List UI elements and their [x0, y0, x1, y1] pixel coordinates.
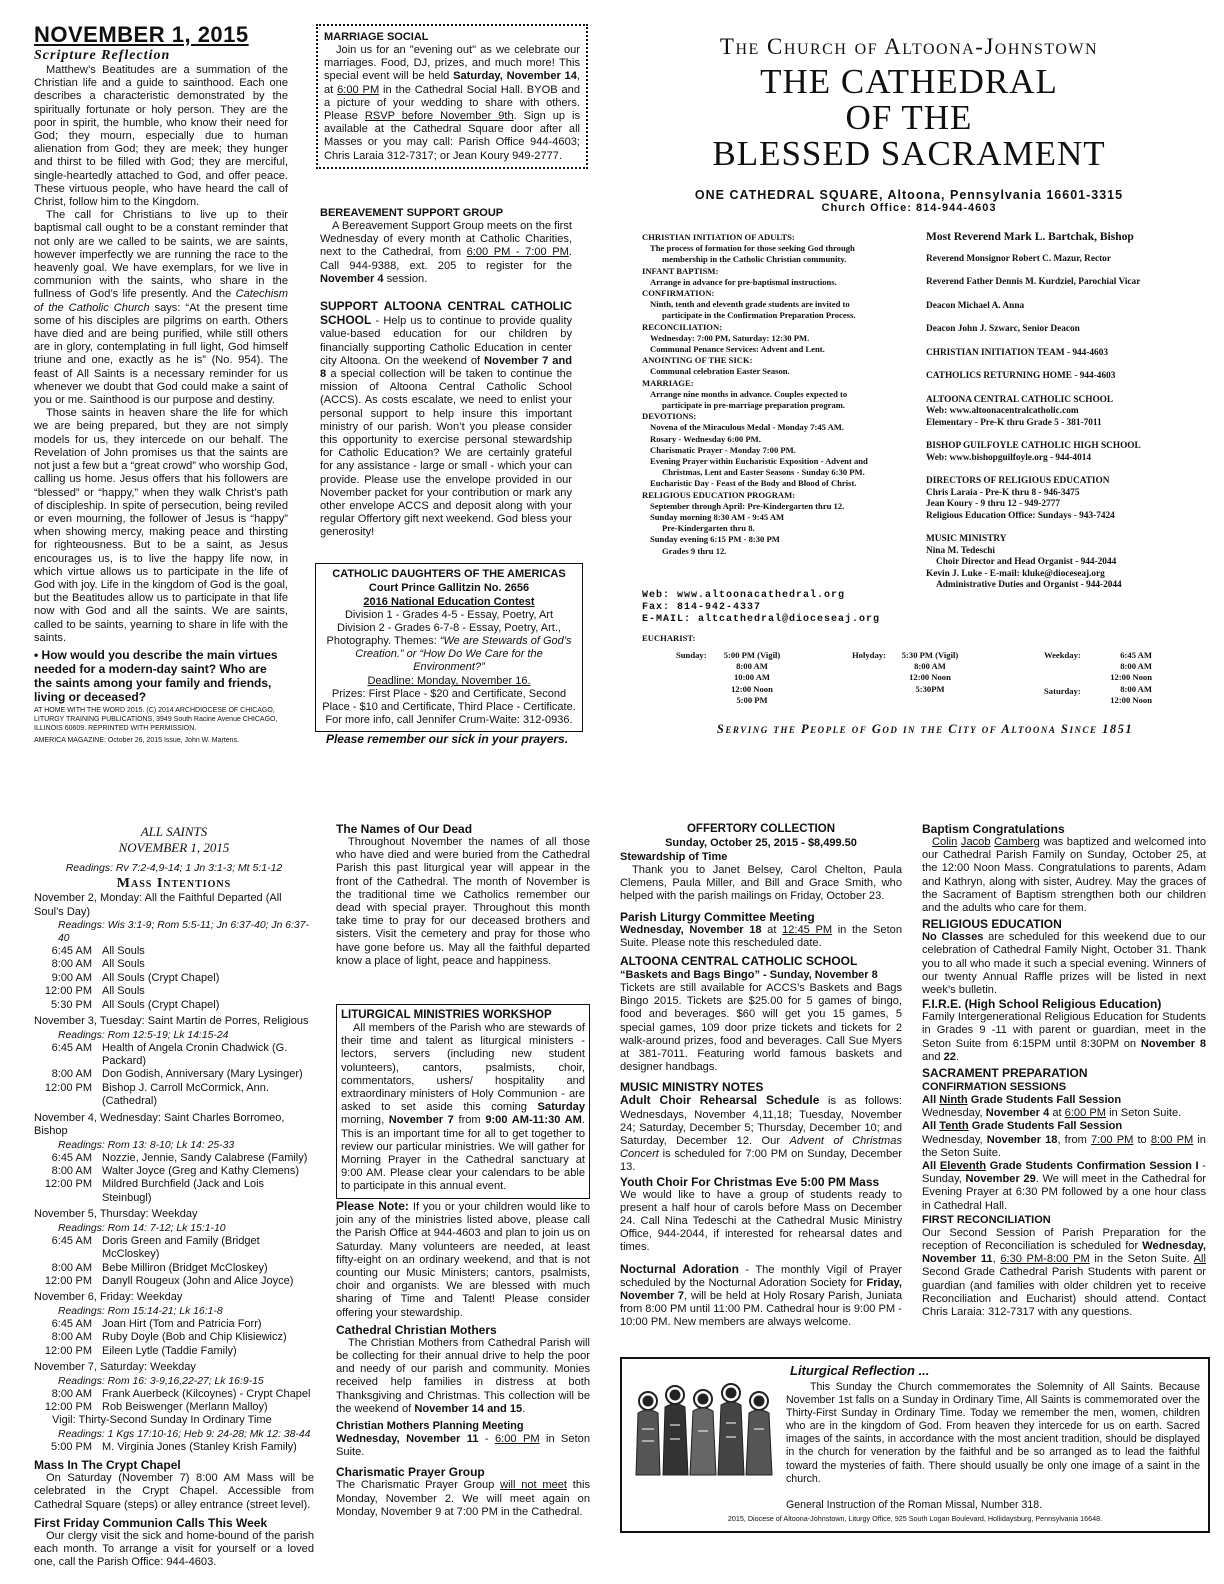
- cathedral-title-2: OF THE: [845, 98, 973, 137]
- ninth-grade: All Ninth Grade Students Fall Session Wednesday, November 4 at 6:00 PM in Seton Suite.: [922, 1094, 1182, 1120]
- intention-time: 12:00 PM: [44, 1274, 92, 1287]
- first-friday-body: Our clergy visit the sick and home-bound of the parish each month. To arrange a visit for yourself or a loved one, call the Parish Office: 944-4603.: [34, 1529, 314, 1569]
- intention-name: Doris Green and Family (Bridget McCloskey): [102, 1234, 260, 1261]
- saints-illustration: [630, 1379, 780, 1479]
- all-saints-readings: Readings: Rv 7:2-4,9-14; 1 Jn 3:1-3; Mt 5:1-12: [65, 862, 283, 874]
- liturgical-reflection-title: Liturgical Reflection ...: [790, 1363, 930, 1378]
- intention-name: Walter Joyce (Greg and Kathy Clemens): [102, 1164, 300, 1177]
- mothers-plan-body: Wednesday, November 11 - 6:00 PM in Seton Suite.: [336, 1433, 590, 1459]
- eucharist-saturday: Saturday:: [1044, 686, 1081, 696]
- crypt-title: Mass In The Crypt Chapel: [34, 1458, 181, 1473]
- intention-row: [34, 1178, 314, 1205]
- sac-prep-title: SACRAMENT PREPARATION: [922, 1066, 1088, 1081]
- intention-row: [34, 999, 314, 1012]
- intention-row: [34, 1275, 314, 1288]
- please-note: Please Note: If you or your children would like to join any of the ministries listed above, please call the Parish Office at 944-4603 and plan to join us on Saturday. Many volunteers are needed, at least fifty-eight on an ordinary weekend, and that is not counting our Music Ministers; cantors, psalmists, choir and organists. We are blessed with much sharing of Time and Talent! Please consider offering your stewardship.: [336, 1199, 591, 1319]
- fax-number: Fax: 814-942-4337: [642, 602, 762, 613]
- intention-row: [34, 1042, 314, 1069]
- rel-ed-title: RELIGIOUS EDUCATION: [922, 917, 1062, 932]
- intention-row: [34, 1401, 314, 1414]
- intention-time: 12:00 PM: [44, 1081, 92, 1094]
- intention-readings: Readings: Wis 3:1-9; Rom 5:5-11; Jn 6:37-40; Jn 6:37-40: [58, 920, 309, 944]
- eucharist-holyday: Holyday:: [852, 650, 886, 660]
- serving-tagline: Serving the People of God in the City of Altoona Since 1851: [716, 722, 1134, 736]
- intention-time: 12:00 PM: [44, 1400, 92, 1413]
- mothers-plan-title: Christian Mothers Planning Meeting: [336, 1420, 524, 1433]
- church-name: The Church of Altoona-Johnstown: [719, 34, 1099, 59]
- marriage-social-body: Join us for an "evening out" as we celebrate our marriages. Food, DJ, prizes, and much more! This special event will be held Saturday, November 14, at 6:00 PM in the Cathedral Social Hall. BYOB and a picture of your wedding to share with others. Please RSVP before November 9th. Sign up is available at the Cathedral Square door after all Masses or you may call: Parish Office 944-4603; Chris Laraia 312-7317; or Jean Koury 949-2777.: [324, 44, 581, 162]
- cda-division-1: Division 1 - Grades 4-5 - Essay, Poetry, Art: [344, 609, 554, 621]
- intention-time: 9:00 AM: [51, 971, 92, 984]
- intention-name: Mildred Burchfield (Jack and Lois Steinbugl): [102, 1178, 265, 1204]
- intention-row: [34, 1388, 314, 1401]
- intention-row: [34, 1235, 314, 1262]
- bereavement-title: BEREAVEMENT SUPPORT GROUP: [320, 207, 504, 219]
- intention-time: 6:45 AM: [51, 945, 92, 957]
- intention-time: 6:45 AM: [51, 1151, 92, 1164]
- intention-time: 8:00 AM: [51, 1387, 92, 1400]
- eucharist-sunday: Sunday:: [676, 650, 707, 660]
- catholic-daughters-box: [315, 563, 583, 732]
- intention-name: All Souls (Crypt Chapel): [102, 971, 220, 984]
- intention-readings: Readings: Rom 12:5-19; Lk 14:15-24: [58, 1029, 229, 1041]
- intention-time: 5:30 PM: [51, 998, 92, 1011]
- cda-prizes: Prizes: First Place - $20 and Certificate, Second Place - $10 and Certificate, Third Place - Certificate. For more info, call Jennifer Crum-Waite: 312-0936.: [322, 688, 576, 726]
- intention-row: [34, 1152, 314, 1165]
- intention-row: [34, 1345, 314, 1358]
- accs-support-section: [320, 300, 572, 540]
- church-office-phone: Church Office: 814-944-4603: [821, 202, 997, 214]
- nocturnal-adoration: Nocturnal Adoration - The monthly Vigil of Prayer scheduled by the Nocturnal Adoration Society for Friday, November 7, will be held at Holy Rosary Parish, Juniata from 8:00 PM until 11:00 PM. Cathedral hour is 9:00 PM - 10:00 PM. New members are always welcome.: [620, 1261, 903, 1329]
- liturgical-reflection-source: General Instruction of the Roman Missal, Number 318.: [786, 1499, 1043, 1511]
- website-link[interactable]: Web: www.altoonacathedral.org: [642, 590, 846, 601]
- cathedral-title-3: BLESSED SACRAMENT: [712, 134, 1106, 173]
- intention-day: November 2, Monday: All the Faithful Departed (All Soul’s Day): [34, 892, 282, 918]
- liturgical-reflection-footer: 2015, Diocese of Altoona-Johnstown, Liturgy Office, 925 South Logan Boulevard, Hollidaysburg, Pennsylvania 16648.: [727, 1514, 1103, 1523]
- names-dead-title: The Names of Our Dead: [336, 822, 473, 836]
- intention-name: All Souls: [102, 985, 145, 998]
- scripture-p2: The call for Christians to live up to their baptismal call ought to be a constant reminder that not only are we called to be saints, we are saints, however imperfectly we are running the race to the heavenly goal. We have exemplars, for we live in communion with the saints, who share in the fullness of God’s life presently. And the Catechism of the Catholic Church says: “At the present time some of his disciples are pilgrims on earth. Others have died and are being purified, while still others are in glory, contemplating in full light, God himself triune and one, exactly as he is” (No. 954). The feast of All Saints is a necessary reminder for us whenever we doubt that God could make a saint of you or me. Sainthood is our purpose and destiny.: [34, 209, 288, 407]
- eucharist-weekday-times: 6:45 AM 8:00 AM 12:00 Noon 8:00 AM 12:00 Noon: [1110, 650, 1152, 705]
- intention-name: All Souls: [102, 945, 145, 957]
- liturgical-reflection-box: [620, 1357, 1210, 1533]
- baptism-body: Colin Jacob Camberg was baptized and welcomed into our Cathedral Parish Family on Sunday, October 25, at the 12:00 Noon Mass. Congratulations to parents, Adam and Kathryn, along with sister, Audrey. May the graces of the Sacrament of Baptism strengthen both our children and the adults who care for them.: [922, 836, 1206, 915]
- cathedral-title-1: THE CATHEDRAL: [760, 62, 1058, 101]
- mass-intentions-list: [34, 892, 314, 1414]
- column-2: [336, 822, 590, 968]
- music-notes-title: MUSIC MINISTRY NOTES: [620, 1080, 764, 1095]
- intention-day: November 7, Saturday: Weekday: [34, 1361, 196, 1374]
- intention-time: 8:00 AM: [51, 1261, 92, 1274]
- fire-title: F.I.R.E. (High School Religious Education): [922, 997, 1162, 1012]
- intention-row: [34, 972, 314, 985]
- intention-name: Frank Auerbeck (Kilcoynes) - Crypt Chapel: [102, 1387, 311, 1400]
- email-link[interactable]: E-MAIL: altcathedral@dioceseaj.org: [642, 614, 881, 625]
- plc-body: Wednesday, November 18 at 12:45 PM in the Seton Suite. Please note this rescheduled date.: [620, 923, 903, 949]
- marriage-social-title: MARRIAGE SOCIAL: [324, 31, 429, 43]
- intention-row: [34, 1262, 314, 1275]
- intention-time: 8:00 AM: [51, 958, 92, 971]
- scripture-p3: Those saints in heaven share the life for which we are being prepared, but they are not simply models for us, they intercede on our behalf. The Revelation of John promises us that the saints are not just a few but a “great crowd” who worship God, calling us home. Jesus offers that his followers are “blessed” or “happy,” when they walk Christ’s path of discipleship. In spite of persecution, being reviled or even mourning, the follower of Jesus is “happy” when showing mercy, making peace and thirsting for righteousness. But to be a saint, as Jesus encourages us, is to live the happy life now, in which virtue allows us to participate in the life of God with joy. Life in the kingdom of God is the goal, but the Beatitudes allow us to participate in that life now with God and all the saints. We are saints, called to be saints, yearning to share in life with the saints.: [34, 407, 288, 644]
- cda-court: Court Prince Gallitzin No. 2656: [368, 582, 530, 594]
- eucharist-holyday-times: 5:30 PM (Vigil) 8:00 AM 12:00 Noon 5:30PM: [901, 650, 959, 694]
- intention-readings: Readings: Rom 15:14-21; Lk 16:1-8: [58, 1305, 223, 1317]
- accs-support-body: SUPPORT ALTOONA CENTRAL CATHOLIC SCHOOL - Help us to continue to provide quality value-based education for our children by financially supporting Catholic Education in center city Altoona. On the weekend of November 7 and 8 a special collection will be taken to continue the mission of Altoona Central Catholic School (ACCS). As costs escalate, we need to enlist your personal support to help insure this important ministry of our parish. Won’t you please consider this opportunity to exercise personal stewardship for Catholic Education? We are certainly grateful for any assistance - large or small - which your can provide. Please use the envelope provided in our November packet for your contribution or mark any other envelope ACCS and deposit along with your regular Offertory gift next weekend. God bless your generosity!: [320, 299, 573, 539]
- cda-contest: 2016 National Education Contest: [363, 596, 535, 608]
- scripture-credit: AT HOME WITH THE WORD 2015. (C) 2014 ARCHDIOCESE OF CHICAGO, LITURGY TRAINING PUBLICATIONS, 3949 South Racine Avenue CHICAGO, ILLINOIS 60609. REPRINTED WITH PERMISSION.: [34, 706, 278, 732]
- names-dead-body: Throughout November the names of all those who have died and were buried from the Cathedral Parish this past liturgical year will appear in the front of the Cathedral. The month of November is the traditional time we Catholics remember our dead with special prayer. Throughout this month take time to pray for our deceased brothers and sisters. Visit the cemetery and pray for those who have gone before us. May all the faithful departed know a place of light, peace and happiness.: [336, 836, 590, 967]
- liturgical-reflection-body: This Sunday the Church commemorates the Solemnity of All Saints. Because November 1st falls on a Sunday in Ordinary Time, All Saints is commemorated over the Thirty-First Sunday in Ordinary Time. Today we remember the men, women, children who are in the kingdom of God. From heaven they intercede for us on earth. Sacred images of the saints, in accordance with the most ancient tradition, should be displayed in the church for veneration by the faithful and be so arranged as to lead the faithful toward the mysteries of faith. There should usually be only one image of a saint in the church.: [786, 1381, 1200, 1485]
- intention-time: 12:00 PM: [44, 985, 92, 998]
- bereavement-section: [320, 206, 572, 286]
- eucharist-sunday-times: 5:00 PM (Vigil) 8:00 AM 10:00 AM 12:00 Noon 5:00 PM: [723, 650, 781, 705]
- intention-row: [34, 985, 314, 998]
- eleventh-grade: All Eleventh Grade Students Confirmation Session I - Sunday, November 29. We will meet in the Cathedral for Evening Prayer at 6:30 PM followed by a one hour class in Cathedral Hall.: [922, 1160, 1206, 1212]
- contact-info: [642, 590, 962, 626]
- intention-row: [34, 1165, 314, 1178]
- intention-name: Don Godish, Anniversary (Mary Lysinger): [102, 1068, 303, 1081]
- masthead: [606, 34, 1212, 214]
- intention-day: November 5, Thursday: Weekday: [34, 1208, 198, 1221]
- intention-name: All Souls: [102, 958, 145, 971]
- youth-choir-body: We would like to have a group of students ready to present a half hour of carols before Mass on December 24. Call Nina Tedeschi at the Cathedral Music Ministry Office, 944-2044, if interested for rehearsal dates and times.: [620, 1188, 902, 1254]
- workshop-title: LITURGICAL MINISTRIES WORKSHOP: [341, 1009, 552, 1021]
- intention-row: [34, 1331, 314, 1344]
- vigil-title: Vigil: Thirty-Second Sunday In Ordinary Time: [52, 1414, 272, 1427]
- bingo-subtitle: “Baskets and Bags Bingo” - Sunday, November 8: [620, 969, 878, 982]
- bingo-title: ALTOONA CENTRAL CATHOLIC SCHOOL: [620, 954, 858, 969]
- date-heading: NOVEMBER 1, 2015: [34, 22, 249, 47]
- intention-readings: Readings: Rom 13: 8-10; Lk 14: 25-33: [58, 1139, 235, 1151]
- mothers-body: The Christian Mothers from Cathedral Parish will be collecting for their annual drive to help the poor and needy of our parish and community. Monies received help families in distress at both Thanksgiving and Christmas. This collection will be the weekend of November 14 and 15.: [336, 1336, 590, 1415]
- column-2-lower: [336, 1200, 590, 1519]
- all-saints-title: ALL SAINTS: [140, 824, 208, 839]
- scripture-credit2: AMERICA MAGAZINE: October 26, 2015 Issue, John W. Martens.: [34, 736, 240, 744]
- intention-time: 12:00 PM: [44, 1178, 92, 1191]
- sick-prayers: Please remember our sick in your prayers.: [325, 732, 569, 746]
- charismatic-body: The Charismatic Prayer Group will not meet this Monday, November 2. We will meet again on Monday, November 9 at 7:00 PM in the Cathedral.: [336, 1479, 590, 1518]
- intention-row: [34, 1318, 314, 1331]
- address: ONE CATHEDRAL SQUARE, Altoona, Pennsylvania 16601-3315: [694, 188, 1124, 202]
- intention-name: Bebe Milliron (Bridget McCloskey): [102, 1261, 268, 1274]
- intention-day: November 6, Friday: Weekday: [34, 1291, 183, 1304]
- recon-body: Our Second Session of Parish Preparation for the reception of Reconciliation is scheduled for Wednesday, November 11, 6:30 PM-8:00 PM in the Seton Suite. All Second Grade Cathedral Parish Students with parent or guardian (and families with older children yet to receive Reconciliation and Eucharist) should attend. Contact Chris Laraia: 312-7317 with any questions.: [922, 1226, 1206, 1319]
- intention-row: [34, 958, 314, 971]
- intention-time: 6:45 AM: [51, 1317, 92, 1330]
- crypt-body: On Saturday (November 7) 8:00 AM Mass will be celebrated in the Crypt Chapel. Accessible from Cathedral Square (steps) or alley entrance (street level).: [34, 1472, 314, 1511]
- scripture-question: • How would you describe the main virtues needed for a modern-day saint? Who are the saints among your family and friends, living or deceased?: [34, 647, 278, 704]
- vigil-readings: Readings: 1 Kgs 17:10-16; Heb 9: 24-28; Mk 12: 38-44: [58, 1428, 311, 1440]
- cda-division-2: Division 2 - Grades 6-7-8 - Essay, Poetry, Art., Photography. Themes: “We are Stewards of God’s Creation.” or “How Do We Care for the Environment?”: [326, 622, 572, 673]
- eucharist-schedule: EUCHARIST:: [642, 633, 696, 643]
- plc-title: Parish Liturgy Committee Meeting: [620, 909, 815, 924]
- intention-time: 6:45 AM: [51, 1234, 92, 1247]
- eucharist-weekday: Weekday:: [1044, 650, 1081, 660]
- rel-ed-body: No Classes are scheduled for this weekend due to our celebration of Cathedral Family Night, October 31. Thank you to all who made it such a special evening. Winners of our twenty Annual Raffle prizes will be listed in next week’s bulletin.: [922, 931, 1206, 997]
- charismatic-title: Charismatic Prayer Group: [336, 1465, 485, 1480]
- intention-readings: Readings: Rom 16: 3-9,16,22-27; Lk 16:9-15: [58, 1375, 264, 1387]
- mothers-title: Cathedral Christian Mothers: [336, 1322, 497, 1337]
- adult-choir: Adult Choir Rehearsal Schedule is as follows: Wednesdays, November 4,11,18; Tuesday, November 24; Saturday, December 5; Thursday, December 10; and Saturday, December 12. Our Advent of Christmas Concert is scheduled for 7:00 PM on Sunday, December 13.: [620, 1093, 902, 1174]
- mass-intentions-title: Mass Intentions: [116, 876, 232, 891]
- intention-time: 8:00 AM: [51, 1164, 92, 1177]
- intention-name: Joan Hirt (Tom and Patricia Forr): [102, 1317, 262, 1330]
- intention-time: 6:45 AM: [51, 1041, 92, 1054]
- intention-name: Nozzie, Jennie, Sandy Calabrese (Family): [102, 1151, 308, 1164]
- scripture-reflection: [34, 48, 288, 745]
- first-friday-title: First Friday Communion Calls This Week: [34, 1515, 268, 1530]
- cda-deadline: Deadline: Monday, November 16.: [367, 675, 531, 687]
- stewardship-title: Stewardship of Time: [620, 851, 728, 863]
- intention-row: [34, 1068, 314, 1081]
- marriage-social-box: [316, 24, 588, 169]
- all-saints-date: NOVEMBER 1, 2015: [118, 840, 230, 855]
- intention-time: 8:00 AM: [51, 1068, 92, 1081]
- sacraments-list: CHRISTIAN INITIATION OF ADULTS: The process of formation for those seeking God through membership in the Catholic Christian community. INFANT BAPTISM: Arrange in advance for pre-baptismal instructions. CONFIRMATION: Ninth, tenth and eleventh grade students are invited to participate in the Confirmation Preparation Process. RECONCILIATION: Wednesday: 7:00 PM, Saturday: 12:30 PM. Communal Penance Services: Advent and Lent. ANOINTING OF THE SICK: Communal celebration Easter Season. MARRIAGE: Arrange nine months in advance. Couples expected to participate in pre-marriage preparation program. DEVOTIONS: Novena of the Miraculous Medal - Monday 7:45 AM. Rosary - Wednesday 6:00 PM. Charismatic Prayer - Monday 7:00 PM. Evening Prayer within Eucharistic Exposition - Advent and Christmas, Lent and Easter Seasons - Sunday 6:30 PM. Eucharistic Day - Feast of the Body and Blood of Christ. RELIGIOUS EDUCATION PROGRAM: September through April: Pre-Kindergarten thru 12. Sunday morning 8:30 AM - 9:45 AM Pre-Kindergarten thru 8. Sunday evening 6:15 PM - 8:30 PM Grades 9 thru 12.: [642, 232, 868, 556]
- intention-row: [34, 1082, 314, 1109]
- all-saints-column: [34, 824, 314, 1569]
- column-4: [922, 822, 1206, 1319]
- scripture-p1: Matthew’s Beatitudes are a summation of the Christian life and a guide to sainthood. Each one describes a characteristic demonstrated by the spiritually fortunate or holy person. They are the poor in spirit, the humble, who know their need for God; they mourn, especially due to human alienation from God; they are meek; they hunger and thirst to be filled with God; they are merciful, single-heartedly attached to God, and offer peace. These virtuous people, who have heard the call of Christ, follow him to the Kingdom.: [34, 64, 288, 209]
- intention-readings: Readings: Rom 14: 7-12; Lk 15:1-10: [58, 1222, 226, 1234]
- intention-time: 8:00 AM: [51, 1331, 92, 1344]
- vigil-row: 5:00 PM M. Virginia Jones (Stanley Krish Family): [51, 1440, 297, 1453]
- intention-name: Eileen Lytle (Taddie Family): [102, 1344, 237, 1357]
- intention-name: Rob Beiswenger (Merlann Malloy): [102, 1400, 268, 1413]
- bingo-body: Tickets are still available for ACCS’s Baskets and Bags Bingo 2015. Tickets are $25.00 for 5 games of bingo, food and beverages. $60 will get you 15 games, 5 special games, 109 door prize tickets and tickets for 2 walk-around prizes, food and beverages. Call Sue Myers at 381-7011. Featuring world famous baskets and designer handbags.: [620, 982, 902, 1074]
- cda-title: CATHOLIC DAUGHTERS OF THE AMERICAS: [332, 568, 566, 580]
- workshop-body: All members of the Parish who are stewards of their time and talent as liturgical ministers - lectors, servers (including new student volunteers), cantors, psalmists, choir, commentators, ushers/ hospitality and extraordinary ministers of Holy Communion - are asked to set aside this coming Saturday morning, November 7 from 9:00 AM-11:30 AM. This is an important time for all to get together to review our particular ministries. We will gather for Morning Prayer in the Cathedral sanctuary at 9:00 AM. Please clear your calendars to be able to participate in this annual event.: [341, 1022, 586, 1193]
- offertory-line: Sunday, October 25, 2015 - $8,499.50: [665, 837, 857, 849]
- intention-time: 12:00 PM: [44, 1344, 92, 1357]
- intention-name: All Souls (Crypt Chapel): [102, 998, 220, 1011]
- workshop-box: [336, 1004, 590, 1199]
- youth-choir-title: Youth Choir For Christmas Eve 5:00 PM Mass: [620, 1174, 880, 1189]
- intention-name: Health of Angela Cronin Chadwick (G. Packard): [102, 1041, 288, 1067]
- intention-day: November 4, Wednesday: Saint Charles Borromeo, Bishop: [34, 1111, 285, 1138]
- scripture-title: Scripture Reflection: [34, 48, 171, 63]
- fire-body: Family Intergenerational Religious Education for Students in Grades 9 -11 with parent or guardian, meet in the Seton Suite from 6:15PM until 8:30PM on November 8 and 22.: [922, 1011, 1206, 1063]
- intention-name: Ruby Doyle (Bob and Chip Klisiewicz): [102, 1331, 287, 1344]
- recon-title: FIRST RECONCILIATION: [922, 1213, 1051, 1226]
- intention-name: Bishop J. Carroll McCormick, Ann. (Cathedral): [102, 1081, 269, 1108]
- bereavement-body: A Bereavement Support Group meets on the first Wednesday of every month at Catholic Charities, next to the Cathedral, from 6:00 PM - 7:00 PM. Call 944-9388, ext. 205 to register for the November 4 session.: [320, 220, 572, 285]
- offertory-title: OFFERTORY COLLECTION: [686, 823, 835, 835]
- staff-directory: Most Reverend Mark L. Bartchak, Bishop Reverend Monsignor Robert C. Mazur, Rector Reverend Father Dennis M. Kurdziel, Parochial Vicar Deacon Michael A. Anna Deacon John J. Szwarc, Senior Deacon CHRISTIAN INITIATION TEAM - 944-4603 CATHOLICS RETURNING HOME - 944-4603 ALTOONA CENTRAL CATHOLIC SCHOOL Web: www.altoonacentralcatholic.com Elementary - Pre-K thru Grade 5 - 381-7011 BISHOP GUILFOYLE CATHOLIC HIGH SCHOOL Web: www.bishopguilfoyle.org - 944-4014 DIRECTORS OF RELIGIOUS EDUCATION Chris Laraia - Pre-K thru 8 - 946-3475 Jean Koury - 9 thru 12 - 949-2777 Religious Education Office: Sundays - 943-7424 MUSIC MINISTRY Nina M. Tedeschi Choir Director and Head Organist - 944-2044 Kevin J. Luke - E-mail: kluke@dioceseaj.org Administrative Duties and Organist - 944-2044: [926, 231, 1141, 590]
- intention-name: Danyll Rougeux (John and Alice Joyce): [102, 1274, 294, 1287]
- conf-title: CONFIRMATION SESSIONS: [922, 1081, 1067, 1094]
- stewardship-body: Thank you to Janet Belsey, Carol Chelton, Paula Clemens, Paula Miller, and Bill and Grace Smith, who helped with the parish mailings on Friday, October 23.: [620, 864, 902, 903]
- intention-row: [34, 945, 314, 958]
- tenth-grade: All Tenth Grade Students Fall Session Wednesday, November 18, from 7:00 PM to 8:00 PM in the Seton Suite.: [922, 1120, 1206, 1159]
- column-3: [620, 822, 902, 1330]
- baptism-title: Baptism Congratulations: [922, 822, 1065, 836]
- intention-day: November 3, Tuesday: Saint Martin de Porres, Religious: [34, 1015, 309, 1028]
